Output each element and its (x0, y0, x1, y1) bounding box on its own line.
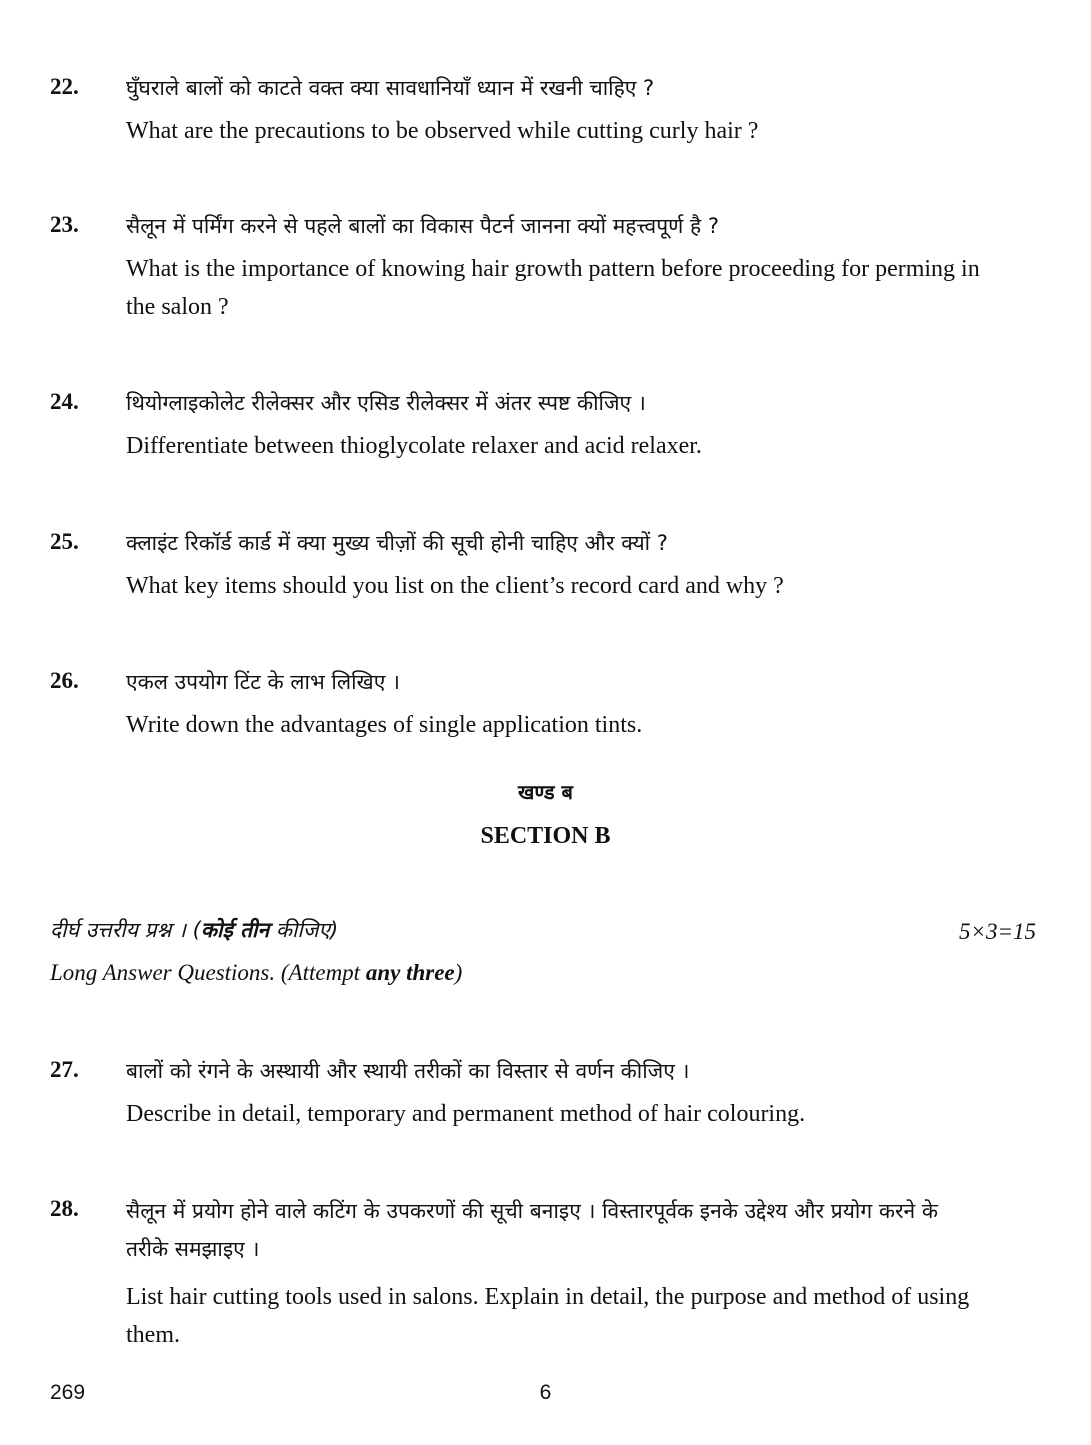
question-body (126, 525, 986, 605)
instructions-hindi (50, 916, 338, 944)
paper-code: 269 (50, 1381, 86, 1404)
question-number: 24. (50, 389, 79, 414)
instructions-english (50, 960, 462, 986)
question-text-english: Differentiate between thioglycolate relaxer and acid relaxer. (126, 433, 702, 459)
instructions-hindi-bold: कोई तीन (200, 918, 270, 942)
instructions-english-prefix: Long Answer Questions. (Attempt (50, 960, 366, 985)
question-text-english: What is the importance of knowing hair growth pattern before proceeding for perming in the salon ? (126, 256, 980, 320)
question-text-hindi: सैलून में प्रयोग होने वाले कटिंग के उपकरणों की सूची बनाइए । विस्तारपूर्वक इनके उद्देश्य और प्रयोग करने के तरीके समझाइए । (126, 1199, 939, 1261)
question-body (126, 70, 986, 150)
question-body (126, 208, 986, 326)
section-heading-english: SECTION B (480, 823, 611, 849)
instructions-english-suffix: ) (454, 960, 463, 985)
question-text-hindi: एकल उपयोग टिंट के लाभ लिखिए । (126, 670, 400, 694)
question-text-english: What are the precautions to be observed while cutting curly hair ? (126, 118, 759, 144)
question-body (126, 385, 986, 465)
instructions-hindi-suffix: कीजिए) (269, 918, 339, 942)
question-body (126, 664, 986, 744)
instructions-english-bold: any three (365, 960, 455, 985)
page-number: 6 (539, 1381, 552, 1404)
question-number: 23. (50, 212, 79, 237)
question-text-hindi: घुँघराले बालों को काटते वक्त क्या सावधानियाँ ध्यान में रखनी चाहिए ? (126, 76, 655, 100)
question-number: 28. (50, 1196, 79, 1221)
section-heading-hindi: खण्ड ब (518, 780, 573, 804)
question-text-english: Describe in detail, temporary and permanent method of hair colouring. (126, 1101, 806, 1127)
question-text-hindi: सैलून में पर्मिंग करने से पहले बालों का विकास पैटर्न जानना क्यों महत्त्वपूर्ण है ? (126, 214, 719, 238)
question-text-hindi: थियोग्लाइकोलेट रीलेक्सर और एसिड रीलेक्सर में अंतर स्पष्ट कीजिए । (126, 391, 646, 415)
question-text-hindi: बालों को रंगने के अस्थायी और स्थायी तरीकों का विस्तार से वर्णन कीजिए । (126, 1059, 690, 1083)
question-body (126, 1053, 986, 1133)
question-body (126, 1192, 986, 1354)
marks-allocation: 5×3=15 (958, 919, 1036, 944)
instructions-hindi-prefix: दीर्घ उत्तरीय प्रश्न । ( (50, 918, 201, 942)
question-text-english: List hair cutting tools used in salons. Explain in detail, the purpose and method of using them. (126, 1284, 970, 1348)
question-text-english: Write down the advantages of single application tints. (126, 712, 643, 738)
question-number: 26. (50, 668, 79, 693)
question-text-hindi: क्लाइंट रिकॉर्ड कार्ड में क्या मुख्य चीज़ों की सूची होनी चाहिए और क्यों ? (126, 531, 668, 555)
question-text-english: What key items should you list on the client’s record card and why ? (126, 573, 784, 599)
question-number: 27. (50, 1057, 79, 1082)
question-number: 22. (50, 74, 79, 99)
question-number: 25. (50, 529, 79, 554)
